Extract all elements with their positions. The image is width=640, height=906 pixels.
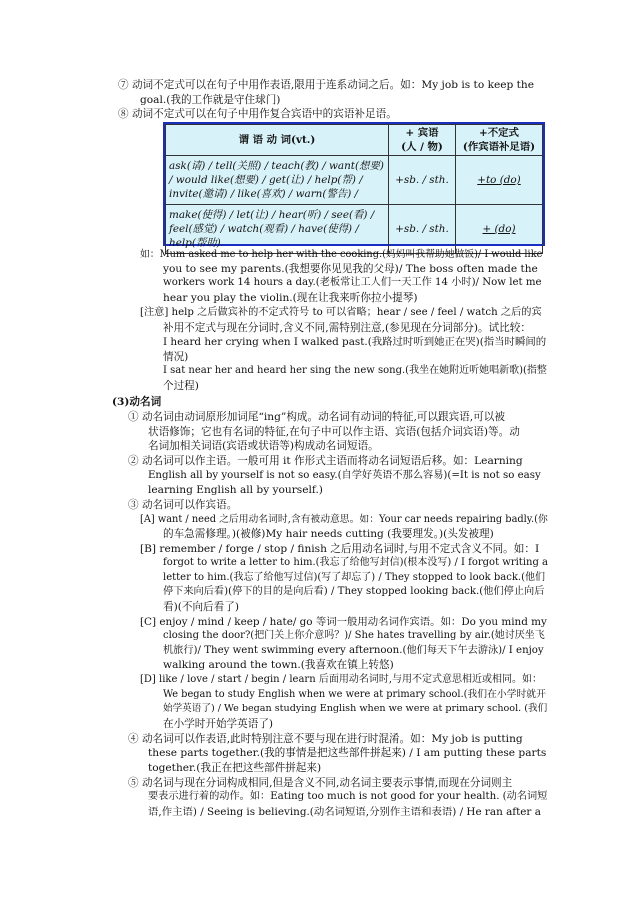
line: 语,作主语) / Seeing is believing.(动名词短语,分别作主语和表语) / He ran after a	[148, 806, 541, 818]
line: hear you play the violin.(现在让我来听你拉小提琴)	[163, 292, 418, 304]
line: these parts together.(我的事情是把这些部件拼起来) / I am putting these parts	[148, 747, 547, 759]
header-object: + 宾语 (人 / 物)	[389, 125, 456, 156]
line: We began to study English when we were at primary school.(我们在小学时就开	[163, 689, 546, 700]
header-infinitive: +不定式 (作宾语补足语)	[456, 125, 543, 156]
line: 名词加相关词语(宾语或状语等)构成动名词短语。	[148, 440, 379, 452]
line: 如：Mum asked me to help her with the cooking.(妈妈叫我帮助她做饭)/ I would like	[140, 249, 543, 260]
line: English all by yourself is not so easy.(自学好英语不那么容易)(=It is not so easy	[148, 470, 541, 481]
line: goal.(我的工作就是守住球门)	[140, 94, 281, 106]
row2-object: +sb. / sth.	[389, 205, 456, 254]
line: 要表示进行着的动作。如：Eating too much is not good for your health. (动名词短	[148, 791, 548, 802]
section-heading: (3)动名词	[112, 396, 162, 408]
row1-verbs: ask(请) / tell(关照) / teach(教) / want(想要) / would like(想要) / get(让) / help(帮) / invite(邀请) / like(喜欢) / warn(警告) /	[166, 156, 389, 205]
line: 在小学时开始学英语了)	[163, 718, 274, 730]
line: 看)(不向后看了)	[163, 601, 239, 613]
line: forgot to write a letter to him.(我忘了给他写封信)(根本没写) / I forgot writing a	[163, 557, 548, 568]
line: 状语修饰；它也有名词的特征,在句子中可以作主语、宾语(包括介词宾语)等。动	[148, 426, 520, 438]
line: ③ 动名词可以作宾语。	[128, 499, 238, 511]
line: you to see my parents.(我想要你见见我的父母)/ The boss often made the	[163, 263, 538, 275]
line: closing the door?(把门关上你介意吗？)/ She hates travelling by air.(她讨厌坐飞	[163, 630, 545, 641]
line: 补用不定式与现在分词时,含义不同,需特别注意,(参见现在分词部分)。试比较：	[163, 322, 531, 334]
line: learning English all by yourself.)	[148, 484, 323, 496]
line: 机旅行)/ They went swimming every afternoon.(他们每天下午去游泳)/ I enjoy	[163, 645, 544, 656]
line: ⑦ 动词不定式可以在句子中用作表语,限用于连系动词之后。如：My job is to keep the	[118, 79, 535, 91]
line: letter to him.(我忘了给他写过信)(写了却忘了) / They stopped to look back.(他们	[163, 572, 546, 583]
line: workers work 14 hours a day.(老板常让工人们一天工作 14 小时)/ Now let me	[163, 277, 542, 288]
line: walking around the town.(我喜欢在镇上转悠)	[163, 659, 394, 671]
line: I sat near her and heard her sing the new song.(我坐在她附近听她唱新歌)(指整	[163, 365, 547, 376]
line: ⑧ 动词不定式可以在句子中用作复合宾语中的宾语补足语。	[118, 108, 397, 120]
line: 停下来向后看)(停下的目的是向后看) / They stopped looking back.(他们停止向后	[163, 586, 545, 597]
line: [注意] help 之后做宾补的不定式符号 to 可以省略；hear / see / feel / watch 之后的宾	[140, 307, 542, 318]
line: ⑤ 动名词与现在分词构成相同,但是含义不同,动名词主要表示事情,而现在分词则主	[128, 777, 513, 789]
line: together.(我正在把这些部件拼起来)	[148, 762, 322, 774]
line: 情况)	[163, 351, 189, 363]
line: [D] like / love / start / begin / learn 后面用动名词时,与用不定式意思相近或相同。如：	[140, 674, 542, 685]
line: ① 动名词由动词原形加词尾“ing”构成。动名词有动词的特征,可以跟宾语,可以被	[128, 411, 505, 423]
line: 的车急需修理。)(被修)My hair needs cutting (我要理发。)(头发被理)	[163, 528, 494, 540]
line: [A] want / need 之后用动名词时,含有被动意思。如：Your car needs repairing badly.(你	[140, 514, 548, 525]
line: 始学英语了) / We began studying English when we were at primary school. (我们	[163, 703, 548, 714]
header-verb: 谓 语 动 词(vt.)	[166, 125, 389, 156]
line: ④ 动名词可以作表语,此时特别注意不要与现在进行时混淆。如：My job is putting	[128, 733, 523, 745]
verb-complement-table	[163, 122, 545, 249]
line: 个过程)	[163, 380, 199, 392]
row2-infinitive: + (do)	[456, 205, 543, 254]
row2-verbs: make(使得) / let(让) / hear(听) / see(看) / feel(感觉) / watch(观看) / have(使得) / help(帮助)	[166, 205, 389, 254]
line: I heard her crying when I walked past.(我路过时听到她正在哭)(指当时瞬间的	[163, 336, 547, 348]
line: ② 动名词可以作主语。一般可用 it 作形式主语而将动名词短语后移。如：Learning	[128, 455, 523, 467]
row1-object: +sb. / sth.	[389, 156, 456, 205]
row1-infinitive: +to (do)	[456, 156, 543, 205]
line: [B] remember / forge / stop / finish 之后用动名词时,与用不定式含义不同。如：I	[140, 543, 540, 555]
line: [C] enjoy / mind / keep / hate/ go 等词一般用动名词作宾语。如：Do you mind my	[140, 616, 547, 628]
